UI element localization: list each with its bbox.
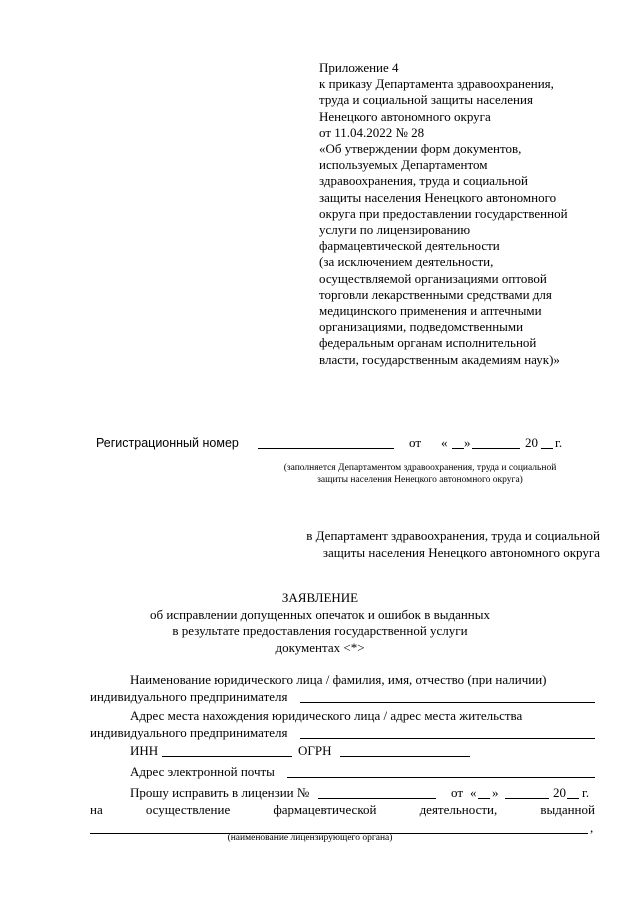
email-label: Адрес электронной почты <box>130 764 275 779</box>
appendix-line: Ненецкого автономного округа <box>319 108 491 124</box>
appendix-line: федеральным органам исполнительной <box>319 335 537 351</box>
appendix-line: к приказу Департамента здравоохранения, <box>319 76 554 92</box>
address-label-cont: индивидуального предпринимателя <box>90 725 288 740</box>
license-quote-open: « <box>470 785 477 800</box>
appendix-line: Приложение 4 <box>319 60 399 75</box>
appendix-line: власти, государственным академиям наук)» <box>319 351 560 367</box>
appendix-line: организациями, подведомственными <box>319 319 524 335</box>
activity-word: деятельности, <box>419 802 498 817</box>
registration-ot-label: от <box>409 435 422 450</box>
name-label: Наименование юридического лица / фамилия, имя, отчество (при наличии) <box>130 672 547 687</box>
addressee-line: в Департамент здравоохранения, труда и социальной <box>306 528 600 543</box>
registration-day-field[interactable] <box>452 448 464 449</box>
license-row <box>90 784 595 801</box>
quote-close: » <box>464 435 471 450</box>
addressee-line: защиты населения Ненецкого автономного округа <box>322 544 600 560</box>
activity-word: на <box>90 802 103 817</box>
address-label-row <box>90 707 595 724</box>
title-line: об исправлении допущенных опечаток и ошибок в выданных <box>149 606 490 622</box>
title-line: в результате предоставления государственной услуги <box>172 623 468 638</box>
name-field[interactable] <box>300 702 595 703</box>
registration-year-suffix: г. <box>555 435 563 450</box>
license-year-prefix: 20 <box>553 785 566 800</box>
document-title <box>60 590 580 656</box>
registration-note <box>250 462 590 486</box>
inn-ogrn-row <box>90 742 595 759</box>
activity-word: осуществление <box>145 802 231 817</box>
address-label: Адрес места нахождения юридического лица / адрес места жительства <box>130 708 523 723</box>
ogrn-field[interactable] <box>340 756 470 757</box>
appendix-line: фармацевтической деятельности <box>319 238 500 254</box>
license-day-field[interactable] <box>478 798 490 799</box>
activity-row <box>90 801 595 818</box>
issuer-note: (наименование лицензирующего органа) <box>227 833 393 843</box>
registration-row <box>0 434 640 452</box>
license-number-field[interactable] <box>318 798 436 799</box>
address-field[interactable] <box>300 738 595 739</box>
license-ot-label: от <box>451 785 464 800</box>
registration-year-prefix: 20 <box>525 435 538 450</box>
appendix-line: осуществляемой организациями оптовой <box>319 270 547 286</box>
activity-word: фармацевтической <box>273 802 377 817</box>
registration-year-field[interactable] <box>541 448 553 449</box>
address-field-row <box>90 724 595 741</box>
activity-word: выданной <box>540 802 595 817</box>
title-line: документах <*> <box>275 639 365 655</box>
quote-open: « <box>441 435 448 450</box>
license-quote-close: » <box>492 785 499 800</box>
appendix-line: медицинского применения и аптечными <box>319 303 542 319</box>
license-request-label: Прошу исправить в лицензии № <box>130 785 310 800</box>
inn-field[interactable] <box>162 756 292 757</box>
appendix-line: от 11.04.2022 № 28 <box>319 124 425 140</box>
registration-note-line: (заполняется Департаментом здравоохранения, труда и социальной <box>283 463 557 473</box>
addressee-block <box>270 528 600 561</box>
appendix-line: используемых Департаментом <box>319 157 488 173</box>
email-field[interactable] <box>287 777 595 778</box>
license-year-field[interactable] <box>567 798 579 799</box>
registration-label: Регистрационный номер <box>96 436 239 450</box>
issuer-comma: , <box>590 820 594 835</box>
email-row <box>90 763 595 780</box>
license-month-field[interactable] <box>505 798 549 799</box>
registration-note-line: защиты населения Ненецкого автономного округа) <box>317 475 523 485</box>
name-label-cont: индивидуального предпринимателя <box>90 689 288 704</box>
appendix-line: «Об утверждении форм документов, <box>319 141 522 157</box>
registration-month-field[interactable] <box>472 448 520 449</box>
appendix-line: (за исключением деятельности, <box>319 254 494 270</box>
appendix-header <box>319 60 609 368</box>
appendix-line: округа при предоставлении государственной <box>319 205 568 221</box>
appendix-line: труда и социальной защиты населения <box>319 92 533 108</box>
inn-label: ИНН <box>130 743 159 758</box>
name-label-row <box>90 671 595 688</box>
appendix-line: защиты населения Ненецкого автономного <box>319 189 557 205</box>
registration-number-field[interactable] <box>258 448 394 449</box>
appendix-line: здравоохранения, труда и социальной <box>319 173 528 189</box>
appendix-line: услуги по лицензированию <box>319 222 471 238</box>
name-field-row <box>90 688 595 705</box>
ogrn-label: ОГРН <box>298 743 332 758</box>
title-line: ЗАЯВЛЕНИЕ <box>281 590 359 605</box>
appendix-line: торговли лекарственными средствами для <box>319 286 552 302</box>
license-year-suffix: г. <box>582 785 590 800</box>
